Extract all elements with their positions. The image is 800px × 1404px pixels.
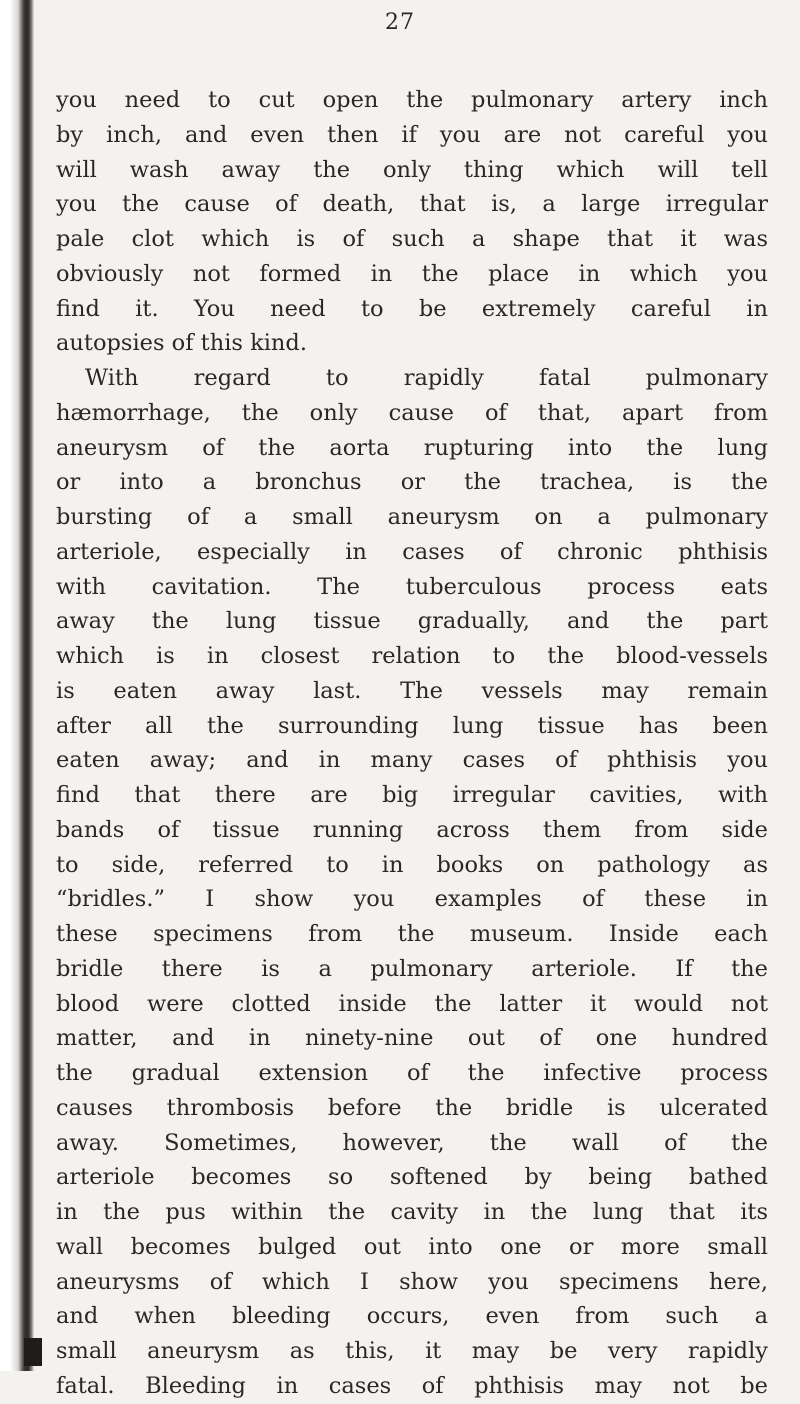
text-line: eaten away; and in many cases of phthisis you [56,747,768,774]
text-line: to side, referred to in books on pathology as [56,851,768,878]
text-line: aneurysm of the aorta rupturing into the lung [56,434,768,461]
text-line: fatal. Bleeding in cases of phthisis may not be [56,1372,768,1399]
text-line: after all the surrounding lung tissue has been [56,712,768,739]
text-line: aneurysms of which I show you specimens here, [56,1268,768,1295]
text-line: wall becomes bulged out into one or more small [56,1233,768,1260]
text-line: find that there are big irregular cavities, with [56,782,768,808]
text-line: “bridles.” I show you examples of these in [56,886,768,913]
text-line: is eaten away last. The vessels may remain [56,677,768,704]
text-line: pale clot which is of such a shape that it was [56,226,768,252]
body-text [56,83,768,1404]
text-line: these specimens from the museum. Inside each [56,921,768,947]
text-line: blood were clotted inside the latter it would not [56,990,768,1017]
text-line: will wash away the only thing which will tell [56,156,768,183]
text-line: arteriole, especially in cases of chronic phthisis [56,538,768,565]
text-line: away. Sometimes, however, the wall of the [56,1129,768,1156]
text-line: you need to cut open the pulmonary artery inch [56,87,768,113]
text-line: arteriole becomes so softened by being bathed [56,1164,768,1191]
text-line: obviously not formed in the place in which you [56,260,768,287]
text-line: in the pus within the cavity in the lung that its [56,1199,768,1225]
text-line: hæmorrhage, the only cause of that, apart from [56,399,768,426]
paragraph-end-line: autopsies of this kind. [56,330,307,357]
book-spine-shadow [0,0,34,1371]
page-number: 27 [385,10,415,35]
paragraph-start-line: With regard to rapidly fatal pulmonary [85,365,768,391]
text-line: you the cause of death, that is, a large irregular [56,191,768,218]
text-line: or into a bronchus or the trachea, is the [56,469,768,496]
text-line: find it. You need to be extremely careful in [56,295,768,322]
text-line: bands of tissue running across them from side [56,816,768,843]
text-line: small aneurysm as this, it may be very rapidly [56,1338,768,1364]
text-line: the gradual extension of the infective process [56,1060,768,1086]
text-line: which is in closest relation to the blood-vessels [56,643,768,669]
text-line: bursting of a small aneurysm on a pulmonary [56,504,768,530]
text-line: bridle there is a pulmonary arteriole. If the [56,955,768,982]
text-line: away the lung tissue gradually, and the part [56,608,768,635]
scan-edge-mark [24,1338,42,1366]
text-line: causes thrombosis before the bridle is ulcerated [56,1094,768,1121]
text-line: with cavitation. The tuberculous process eats [56,573,768,600]
text-line: by inch, and even then if you are not careful you [56,121,768,148]
text-line: matter, and in ninety-nine out of one hundred [56,1025,768,1052]
text-line: and when bleeding occurs, even from such a [56,1303,768,1330]
